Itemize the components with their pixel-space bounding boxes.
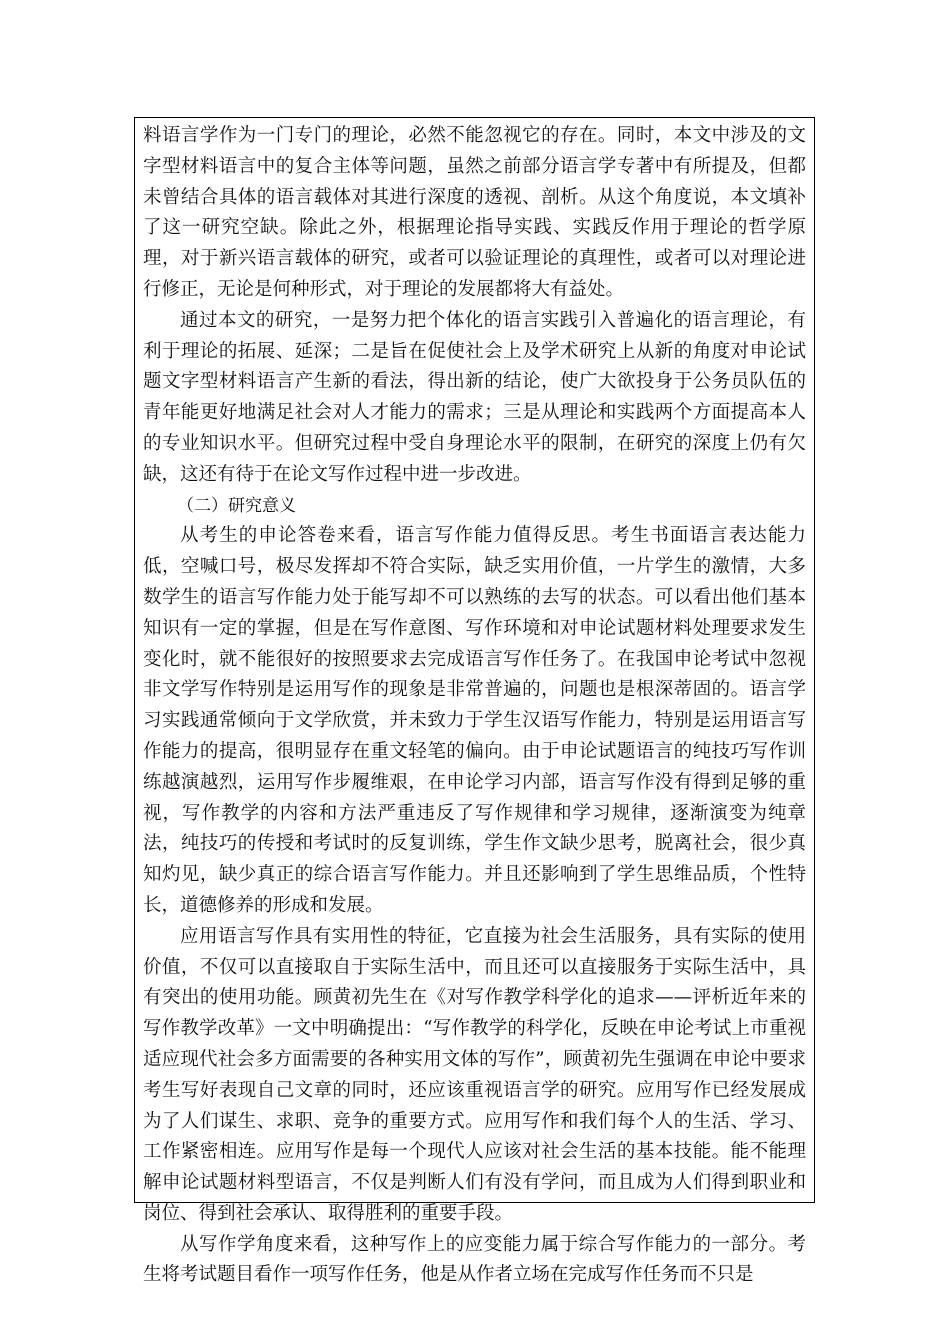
- paragraph-applied-writing: 应用语言写作具有实用性的特征，它直接为社会生活服务，具有实际的使用价值，不仅可以直接取自于实际生活中，而且还可以直接服务于实际生活中，具有突出的使用功能。顾黄初先生在《对写作教学科学化的追求——评析近年来的写作教学改革》一文中明确提出：“写作教学的科学化，反映在申论考试上市重视适应现代社会多方面需要的各种实用文体的写作”，顾黄初先生强调在申论中要求考生写好表现自己文章的同时，还应该重视语言学的研究。应用写作已经发展成为了人们谋生、求职、竞争的重要方式。应用写作和我们每个人的生活、学习、工作紧密相连。应用写作是每一个现代人应该对社会生活的基本技能。能不能理解申论试题材料型语言，不仅是判断人们有没有学问，而且成为人们得到职业和岗位、得到社会承认、取得胜利的重要手段。: [143, 925, 806, 1224]
- body-text: [143, 121, 806, 1291]
- text-frame: [134, 117, 815, 1286]
- paragraph-exam-writing-ability: 从考生的申论答卷来看，语言写作能力值得反思。考生书面语言表达能力低，空喊口号，极尽发挥却不符合实际，缺乏实用价值，一片学生的激情，大多数学生的语言写作能力处于能写却不可以熟练的去写的状态。可以看出他们基本知识有一定的掌握，但是在写作意图、写作环境和对申论试题材料处理要求发生变化时，就不能很好的按照要求去完成语言写作任务了。在我国申论考试中忽视非文学写作特别是运用写作的现象是非常普遍的，问题也是根深蒂固的。语言学习实践通常倾向于文学欣赏，并未致力于学生汉语写作能力，特别是运用语言写作能力的提高，很明显存在重文轻笔的偏向。由于申论试题语言的纯技巧写作训练越演越烈，运用写作步履维艰，在申论学习内部，语言写作没有得到足够的重视，写作教学的内容和方法严重违反了写作规律和学习规律，逐渐演变为纯章法，纯技巧的传授和考试时的反复训练，学生作文缺少思考，脱离社会，很少真知灼见，缺少真正的综合语言写作能力。并且还影响到了学生思维品质，个性特长，道德修养的形成和发展。: [143, 525, 806, 916]
- paragraph-continuation: 料语言学作为一门专门的理论，必然不能忽视它的存在。同时，本文中涉及的文字型材料语言中的复合主体等问题，虽然之前部分语言学专著中有所提及，但都未曾结合具体的语言载体对其进行深度的透视、剖析。从这个角度说，本文填补了这一研究空缺。除此之外，根据理论指导实践、实践反作用于理论的哲学原理，对于新兴语言载体的研究，或者可以验证理论的真理性，或者可以对理论进行修正，无论是何种形式，对于理论的发展都将大有益处。: [143, 125, 806, 300]
- paragraph-research-goals: 通过本文的研究，一是努力把个体化的语言实践引入普遍化的语言理论，有利于理论的拓展、延深；二是旨在促使社会上及学术研究上从新的角度对申论试题文字型材料语言产生新的看法，得出新的结论，使广大欲投身于公务员队伍的青年能更好地满足社会对人才能力的需求；三是从理论和实践两个方面提高本人的专业知识水平。但研究过程中受自身理论水平的限制，在研究的深度上仍有欠缺，这还有待于在论文写作过程中进一步改进。: [143, 309, 806, 485]
- section-heading-research-significance: （二）研究意义: [177, 495, 296, 516]
- paragraph-writing-studies: 从写作学角度来看，这种写作上的应变能力属于综合写作能力的一部分。考生将考试题目看作一项写作任务，他是从作者立场在完成写作任务而不只是: [143, 1233, 806, 1286]
